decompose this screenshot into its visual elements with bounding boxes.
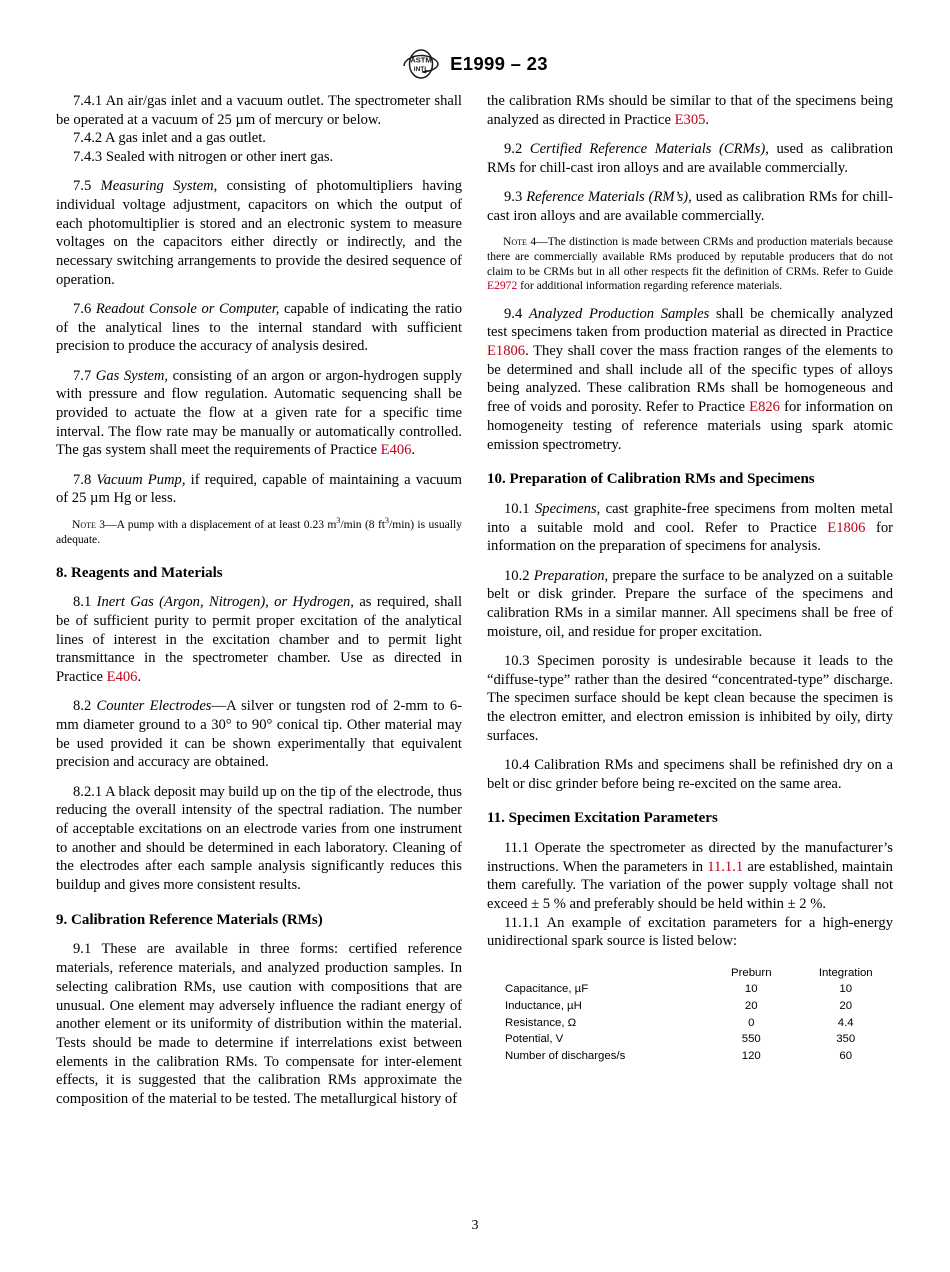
paragraph-9-1-continued bbox=[487, 92, 893, 129]
term-gas-system: Gas System, bbox=[95, 367, 169, 384]
standard-designation: E1999 – 23 bbox=[450, 53, 548, 74]
term-readout-console: Readout Console or Computer, bbox=[95, 301, 280, 318]
table-header-blank bbox=[505, 965, 704, 982]
term-counter-electrodes: Counter Electrodes bbox=[96, 698, 212, 715]
table-cell-integration: 350 bbox=[836, 1033, 856, 1046]
note-3 bbox=[56, 518, 462, 547]
table-cell-label: Resistance, Ω bbox=[505, 1016, 577, 1029]
standard-link-e305[interactable]: E305 bbox=[674, 111, 706, 128]
note-4-text-a: 4—The distinction is made between CRMs and production materials because there are commercially available RMs produced by reputable producers that do not claim to be CRMs but in all other respects fit the definition of CRMs. Refer to Guide bbox=[487, 235, 893, 278]
page-number: 3 bbox=[471, 1218, 479, 1233]
term-analyzed-production-samples: Analyzed Production Samples bbox=[528, 305, 710, 322]
standard-link-e1806[interactable]: E1806 bbox=[487, 343, 526, 359]
paragraph-9-4 bbox=[487, 305, 893, 455]
paragraph-7-8-text: if required, capable of maintaining a vacuum of 25 µm Hg or less. bbox=[56, 471, 462, 507]
note-3-text-b: /min (8 ft bbox=[340, 518, 386, 532]
table-header-preburn: Preburn bbox=[731, 966, 772, 979]
clause-number-8-2: 8.2 bbox=[73, 698, 97, 715]
term-certified-reference-materials: Certified Reference Materials (CRMs), bbox=[529, 140, 769, 157]
term-preparation: Preparation, bbox=[533, 567, 609, 584]
standard-link-e2972[interactable]: E2972 bbox=[487, 279, 518, 293]
table-row bbox=[505, 1015, 893, 1032]
paragraph-9-2 bbox=[487, 140, 893, 177]
clause-number-7-7: 7.7 bbox=[73, 367, 96, 384]
section-heading-10: 10. Preparation of Calibration RMs and Specimens bbox=[487, 471, 815, 488]
paragraph-9-2-text: used as calibration RMs for chill-cast iron alloys and are available commercially. bbox=[487, 140, 893, 176]
note-4-label: Note bbox=[503, 235, 527, 249]
table-cell-integration: 10 bbox=[839, 983, 853, 996]
paragraph-7-8 bbox=[56, 471, 462, 508]
table-row bbox=[505, 1032, 893, 1049]
table-cell-label: Potential, V bbox=[505, 1033, 564, 1046]
standard-link-e406[interactable]: E406 bbox=[380, 442, 412, 459]
paragraph-7-7-tail: . bbox=[411, 442, 416, 459]
paragraph-7-4-1-line1: 7.4.1 An air/gas inlet and a vacuum outlet. The spectrometer bbox=[73, 93, 431, 109]
table-cell-preburn: 20 bbox=[744, 999, 758, 1012]
table-cell-label: Capacitance, µF bbox=[505, 983, 589, 996]
paragraph-7-4-1 bbox=[56, 92, 462, 129]
paragraph-7-6 bbox=[56, 300, 462, 356]
table-row bbox=[505, 998, 893, 1015]
clause-number-9-2: 9.2 bbox=[504, 140, 530, 157]
paragraph-10-1 bbox=[487, 500, 893, 556]
standard-link-e826[interactable]: E826 bbox=[749, 399, 780, 416]
paragraph-9-3-text: used as calibration RMs for chill-cast iron alloys and are available commercially. bbox=[487, 188, 894, 224]
two-column-body bbox=[56, 92, 894, 1109]
term-reference-materials: Reference Materials (RM’s), bbox=[526, 188, 692, 205]
paragraph-7-5 bbox=[56, 177, 462, 289]
section-heading-9: 9. Calibration Reference Materials (RMs) bbox=[56, 911, 323, 928]
paragraph-8-1 bbox=[56, 593, 462, 687]
term-vacuum-pump: Vacuum Pump, bbox=[96, 471, 186, 488]
paragraph-7-7 bbox=[56, 367, 462, 461]
page-header bbox=[0, 44, 950, 84]
section-heading-8: 8. Reagents and Materials bbox=[56, 564, 223, 581]
paragraph-7-6-text: capable of indicating the ratio of the analytical lines to the internal standard with sufficient precision to produce the accuracy of analysis desired. bbox=[56, 301, 463, 355]
term-specimens: Specimens, bbox=[534, 500, 601, 517]
paragraph-10-2-text: prepare the surface to be analyzed on a suitable belt or disk grinder. Prepare the surface of the specimens and calibration RMs in a similar manner. All specimens shall be free of moisture, oil, and residue for proper excitation. bbox=[487, 567, 894, 640]
paragraph-11-1-1: 11.1.1 An example of excitation parameters for a high-energy unidirectional spark source is listed below: bbox=[487, 914, 893, 950]
standard-link-e406-2[interactable]: E406 bbox=[106, 669, 138, 685]
paragraph-8-1-text: as required, shall be of sufficient purity to permit proper excitation of the analytical lines of interest in the excitation chamber and to permit light transmittance in the spectrometer chamber. Use as directed in Practice bbox=[56, 594, 462, 685]
paragraph-9-3 bbox=[487, 188, 893, 225]
table-header-integration: Integration bbox=[818, 966, 873, 979]
table-header-row bbox=[505, 965, 893, 982]
paragraph-7-7-text: consisting of an argon or argon-hydrogen supply with pressure and flow regulation. Automatic sequencing shall be provided to actuate the flow at a given rate for a specific time interval. The flow rate may be manually or automatically controlled. The gas system shall meet the requirements of Practice bbox=[56, 367, 462, 459]
clause-number-7-8: 7.8 bbox=[73, 471, 97, 488]
right-column bbox=[487, 92, 893, 1109]
paragraph-7-4-1-line2: shall be operated at a vacuum of 25 µm of mercury or below. bbox=[56, 93, 462, 128]
table-cell-label: Number of discharges/s bbox=[505, 1049, 626, 1062]
note-4-text-b: for additional information regarding reference materials. bbox=[517, 279, 783, 293]
paragraph-10-4: 10.4 Calibration RMs and specimens shall be refinished dry on a belt or disc grinder before being re-excited on the same area. bbox=[487, 756, 893, 792]
table-cell-integration: 4.4 bbox=[837, 1016, 854, 1029]
excitation-parameters-table bbox=[505, 965, 893, 1065]
table-cell-preburn: 550 bbox=[741, 1033, 761, 1046]
clause-number-9-4: 9.4 bbox=[504, 305, 529, 322]
paragraph-11-1-text-b: are established, maintain them carefully. The variation of the power supply voltage shall not exceed ± 5 % and preferably should be held within ± 2 %. bbox=[487, 858, 893, 913]
table-cell-preburn: 120 bbox=[741, 1049, 761, 1062]
clause-number-7-6: 7.6 bbox=[73, 301, 96, 318]
svg-text:INTL: INTL bbox=[413, 66, 429, 73]
paragraph-11-1-text-a: 11.1 Operate the spectrometer as directed by the manufacturer’s instructions. When the parameters in bbox=[487, 839, 893, 875]
paragraph-9-1-cont-text: the calibration RMs should be similar to that of the specimens being analyzed as directed in Practice bbox=[487, 93, 893, 128]
note-3-superscript-1: 3 bbox=[336, 516, 341, 526]
paragraph-7-5-text: consisting of photomultipliers having individual voltage adjustment, capacitors on which the output of each photomultiplier is stored and an electronic system to measure voltages on the capacitors either directly or indirectly, and the necessary switching arrangements to provide the desired sequence of operation. bbox=[56, 178, 463, 288]
paragraph-10-1-text-b: for information on the preparation of specimens for analysis. bbox=[487, 519, 893, 555]
section-heading-11: 11. Specimen Excitation Parameters bbox=[487, 810, 718, 827]
table-cell-preburn: 10 bbox=[744, 983, 758, 996]
paragraph-10-1-text-a: cast graphite-free specimens from molten metal into a suitable mold and cool. Refer to Practice bbox=[487, 500, 893, 536]
paragraph-9-1-cont-tail: . bbox=[705, 111, 710, 128]
note-3-text-a: 3—A pump with a displacement of at least 0.23 m bbox=[95, 518, 337, 532]
paragraph-9-4-text-a: shall be chemically analyzed test specimens taken from production material as directed in Practice bbox=[487, 305, 893, 341]
paragraph-9-4-text-c: for information on homogeneity testing of reference materials using spark atomic emission spectrometry. bbox=[487, 399, 893, 453]
table-row bbox=[505, 982, 893, 999]
table-cell-label: Inductance, µH bbox=[505, 999, 582, 1012]
paragraph-8-1-tail: . bbox=[137, 669, 142, 685]
note-3-text-c: /min) is usually adequate. bbox=[56, 518, 462, 546]
clause-number-10-1: 10.1 bbox=[504, 500, 535, 517]
note-4 bbox=[487, 235, 893, 294]
table-cell-integration: 60 bbox=[839, 1049, 853, 1062]
table-cell-preburn: 0 bbox=[748, 1016, 755, 1029]
paragraph-10-3: 10.3 Specimen porosity is undesirable because it leads to the “diffuse-type” rather than the desired “concentrated-type” discharge. The specimen surface should be kept clean because the specimen is the electron emitter, and electron emission is inhibited by oily, dirty surfaces. bbox=[487, 652, 893, 744]
clause-number-7-5: 7.5 bbox=[73, 178, 101, 195]
paragraph-9-1: 9.1 These are available in three forms: certified reference materials, reference materials, and analyzed production samples. In selecting calibration RMs, use caution with compositions that are unusual. One element may adversely influence the radiant energy of another element or its uniformity of distribution within the material. Tests should be made to determine if interrelations exist between elements in the calibration RMs. To compensate for inter-element effects, it is suggested that the calibration RMs approximate the composition of the material to be tested. The metallurgical history of bbox=[56, 941, 462, 1108]
note-3-label: Note bbox=[72, 518, 96, 532]
term-measuring-system: Measuring System, bbox=[100, 178, 218, 195]
svg-text:ASTM: ASTM bbox=[410, 55, 432, 65]
paragraph-7-4-2: 7.4.2 A gas inlet and a gas outlet. bbox=[73, 130, 266, 147]
paragraph-9-4-text-b: . They shall cover the mass fraction ranges of the elements to be determined and shall include all of the specific types of alloys being analyzed. These calibration RMs shall be homogeneous and free of voids and porosity. Refer to Practice bbox=[487, 343, 893, 416]
paragraph-7-4-3: 7.4.3 Sealed with nitrogen or other inert gas. bbox=[73, 149, 334, 166]
cross-reference-link-11-1-1[interactable]: 11.1.1 bbox=[707, 858, 744, 875]
paragraph-8-2 bbox=[56, 697, 462, 772]
clause-number-8-1: 8.1 bbox=[73, 594, 97, 611]
note-3-superscript-2: 3 bbox=[385, 516, 389, 526]
standard-link-e1806-2[interactable]: E1806 bbox=[827, 519, 866, 536]
table-row bbox=[505, 1048, 893, 1065]
term-inert-gas: Inert Gas (Argon, Nitrogen), or Hydrogen, bbox=[96, 594, 354, 611]
paragraph-10-2 bbox=[487, 567, 893, 642]
clause-number-10-2: 10.2 bbox=[504, 567, 534, 584]
paragraph-8-2-text: —A silver or tungsten rod of 2-mm to 6-mm diameter ground to a 30° to 90° conical tip. Other material may be used provided it can be shown experimentally that equivalent precision and accuracy are obtained. bbox=[56, 698, 463, 771]
table-cell-integration: 20 bbox=[839, 999, 853, 1012]
paragraph-8-2-1: 8.2.1 A black deposit may build up on the tip of the electrode, thus reducing the overall intensity of the spectral radiation. The number of acceptable excitations on an electrode varies from one instrument to another and should be determined in each laboratory. Cleaning of the electrodes after each sample analysis significantly reduces this buildup and gives more consistent results. bbox=[56, 783, 462, 894]
astm-logo-icon bbox=[402, 49, 440, 79]
left-column bbox=[56, 92, 462, 1109]
paragraph-11-1 bbox=[487, 839, 893, 914]
clause-number-9-3: 9.3 bbox=[504, 188, 527, 205]
